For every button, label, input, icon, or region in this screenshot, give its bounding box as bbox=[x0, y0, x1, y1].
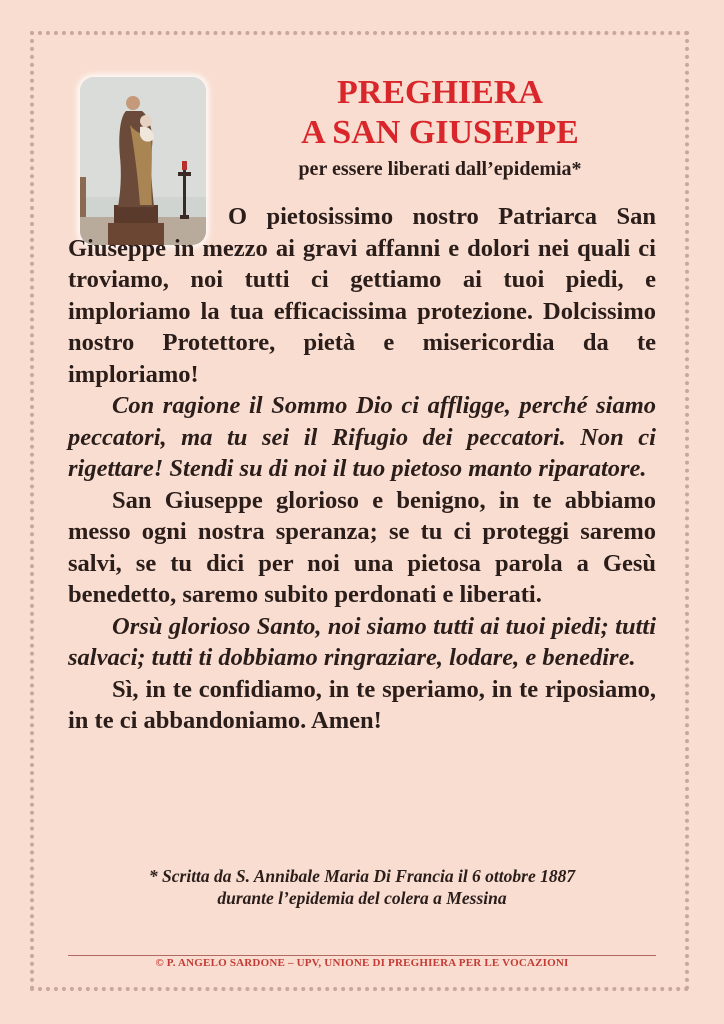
prayer-paragraph-1: O pietosissimo nostro Patriarca San Giuseppe in mezzo ai gravi affanni e dolori nei quali ci troviamo, noi tutti ci gettiamo ai tuoi piedi, e imploriamo la tua efficacissima protezione. Dolcissimo nostro Protettore, pietà e misericordia da te imploriamo! bbox=[68, 203, 656, 388]
footnote bbox=[80, 865, 644, 909]
title-line-2: A SAN GIUSEPPE bbox=[301, 114, 579, 151]
subtitle: per essere liberati dall’epidemia* bbox=[298, 158, 582, 180]
prayer-text bbox=[68, 201, 656, 737]
footnote-line-1: * Scritta da S. Annibale Maria Di Francia il 6 ottobre 1887 bbox=[148, 866, 576, 886]
prayer-paragraph-5: Sì, in te confidiamo, in te speriamo, in te riposiamo, in te ci abbandoniamo. Amen! bbox=[68, 675, 656, 734]
prayer-paragraph-4: Orsù glorioso Santo, noi siamo tutti ai tuoi piedi; tutti salvaci; tutti ti dobbiamo ringraziare, lodare, e benedire. bbox=[68, 612, 656, 671]
title-line-1: PREGHIERA bbox=[337, 74, 543, 111]
copyright-footer: © P. ANGELO SARDONE – UPV, UNIONE DI PREGHIERA PER LE VOCAZIONI bbox=[155, 957, 569, 969]
footnote-line-2: durante l’epidemia del colera a Messina bbox=[217, 888, 507, 908]
footer-divider bbox=[68, 955, 656, 956]
prayer-paragraph-3: San Giuseppe glorioso e benigno, in te abbiamo messo ogni nostra speranza; se tu ci proteggi saremo salvi, se tu dici per noi una pietosa parola a Gesù benedetto, saremo subito perdonati e liberati. bbox=[68, 486, 656, 608]
prayer-paragraph-2: Con ragione il Sommo Dio ci affligge, perché siamo peccatori, ma tu sei il Rifugio dei peccatori. Non ci rigettare! Stendi su di noi il tuo pietoso manto riparatore. bbox=[68, 392, 656, 482]
